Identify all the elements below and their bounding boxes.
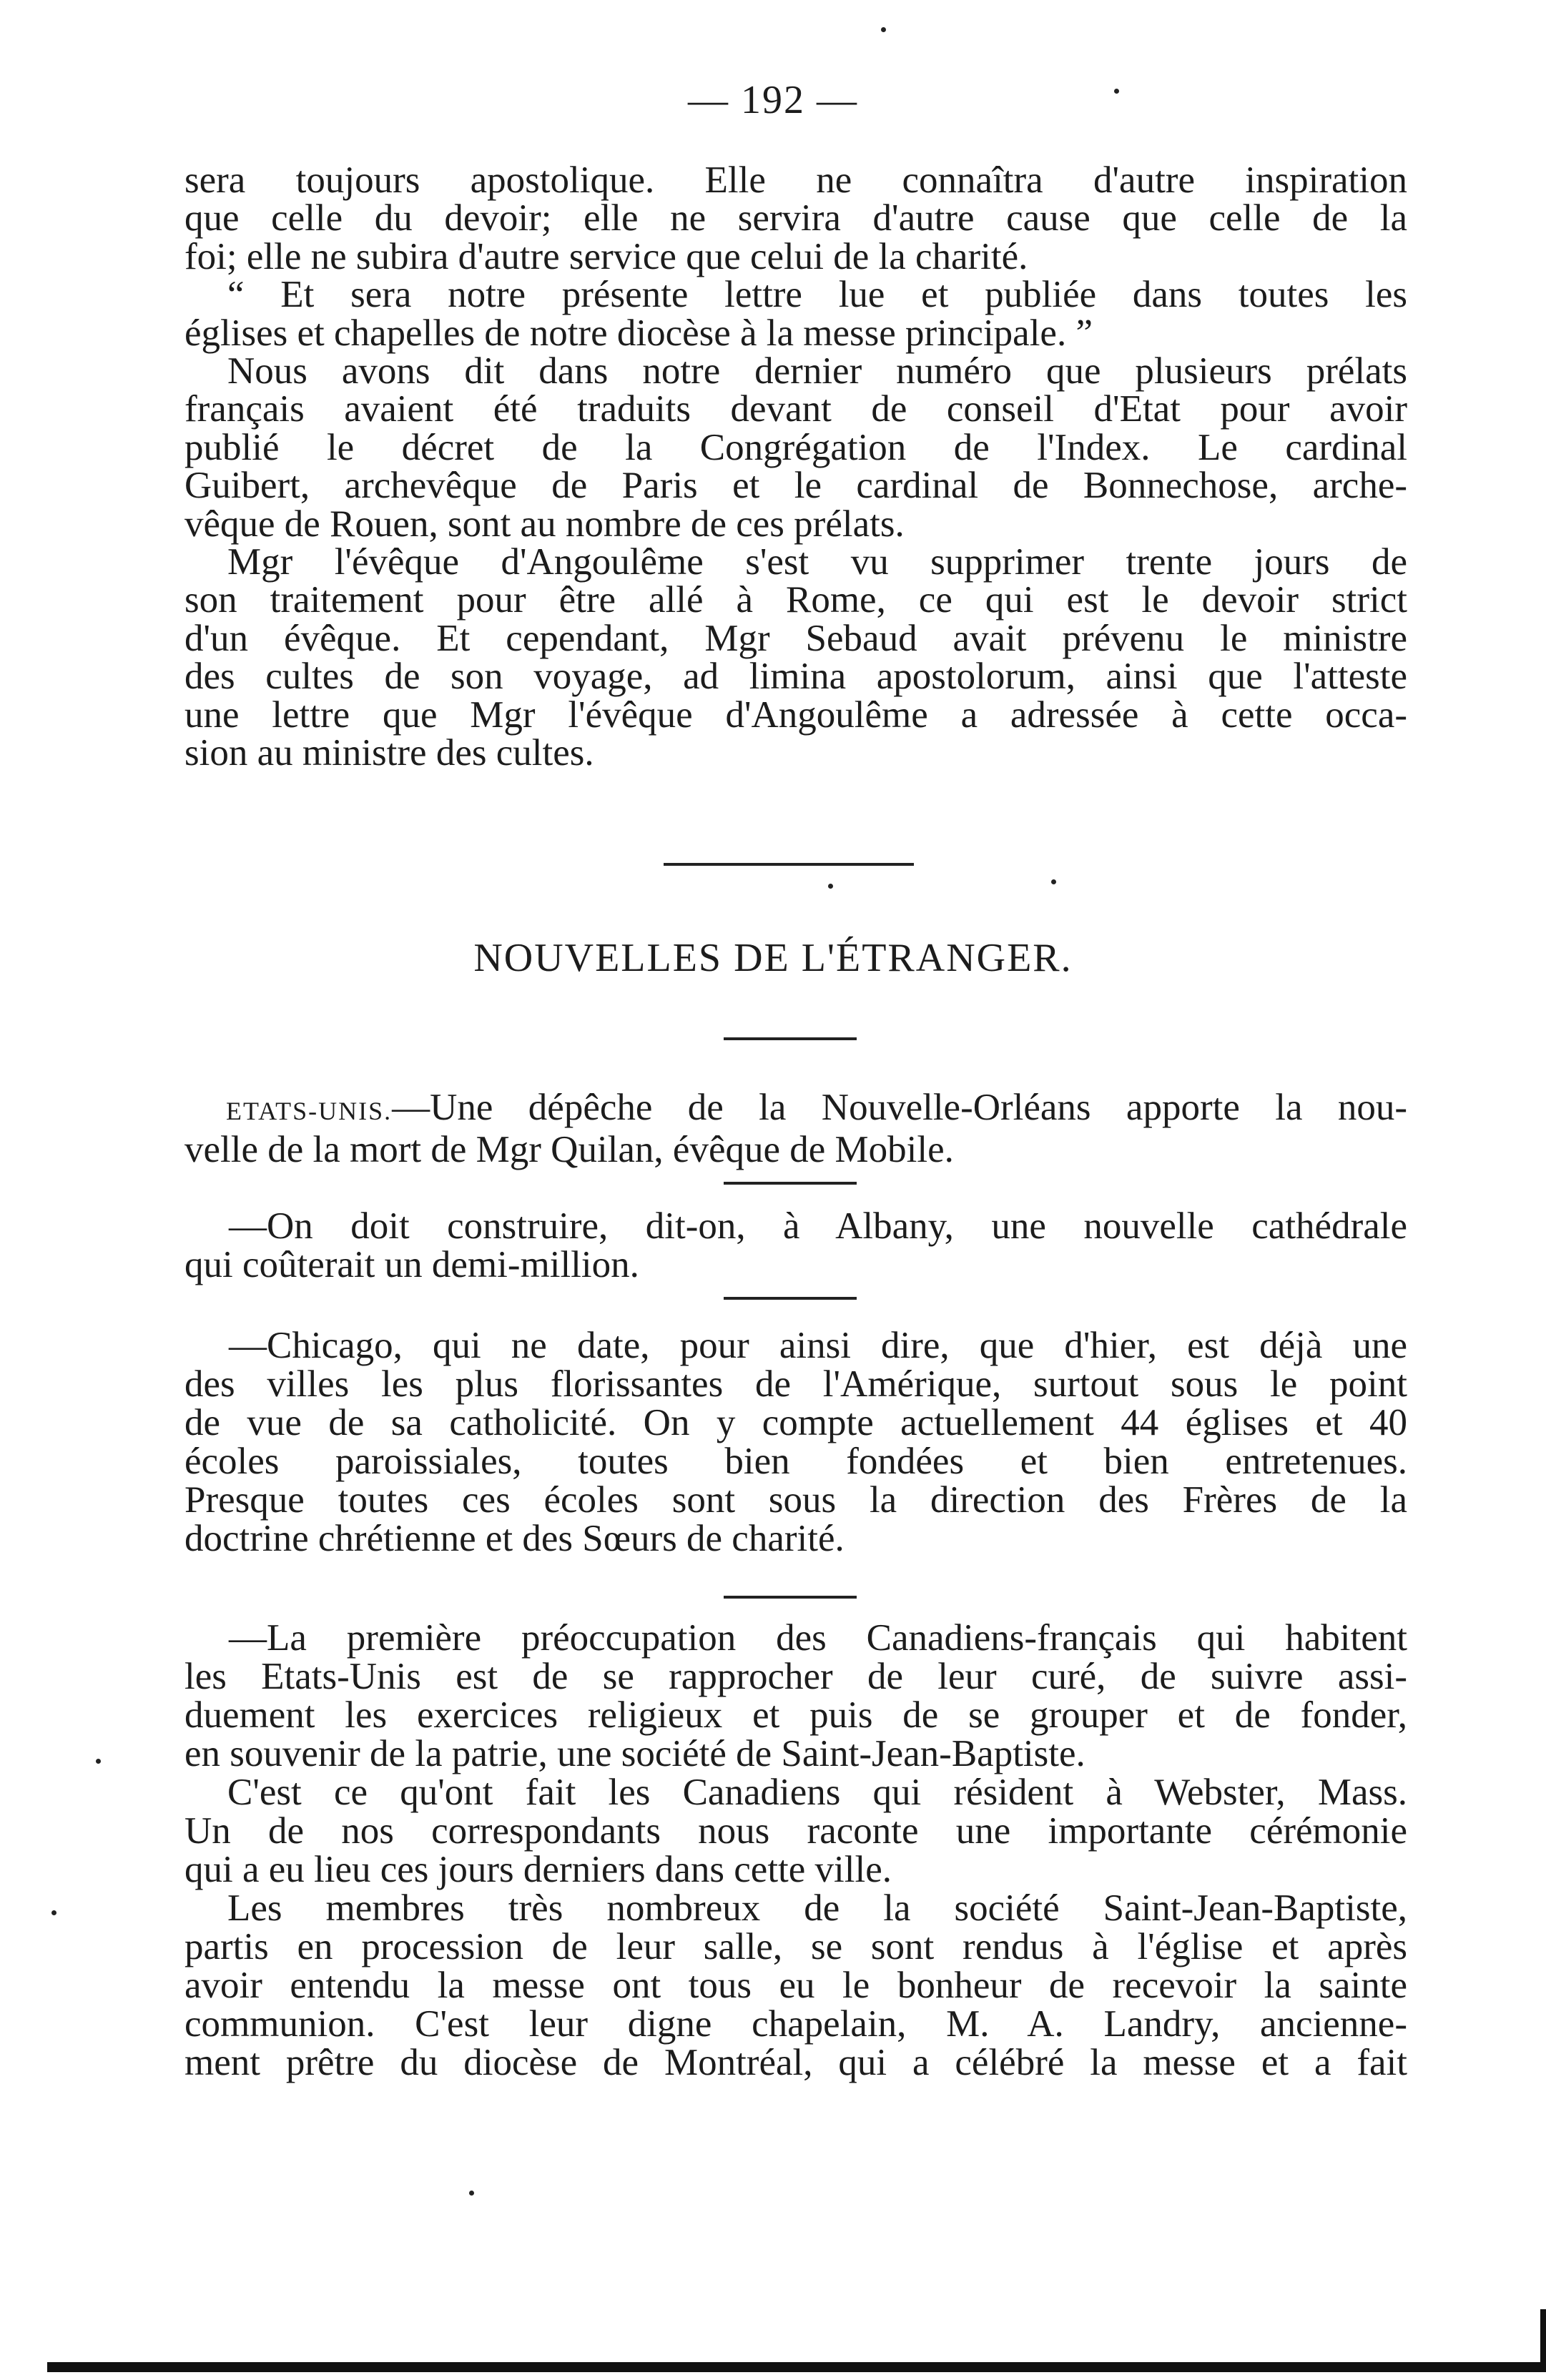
text-line: communion. C'est leur digne chapelain, M. A. Landry, ancienne- — [184, 2003, 1407, 2045]
scan-border-bottom — [47, 2362, 1546, 2372]
section-title: NOUVELLES DE L'ÉTRANGER. — [473, 936, 1073, 980]
text-line: Presque toutes ces écoles sont sous la direction des Frères de la — [184, 1479, 1407, 1521]
text-line: une lettre que Mgr l'évêque d'Angoulême a adressée à cette occa- — [184, 693, 1407, 736]
decorative-dot — [828, 884, 833, 889]
text-line: Nous avons dit dans notre dernier numéro que plusieurs prélats — [227, 350, 1407, 392]
news-item-1 — [184, 1088, 1407, 1169]
separator-rule — [724, 1037, 857, 1040]
text-line: de vue de sa catholicité. On y compte actuellement 44 églises et 40 — [184, 1402, 1407, 1443]
text-line: foi; elle ne subira d'autre service que celui de la charité. — [184, 235, 1028, 277]
news-item-4 — [184, 1619, 1407, 2082]
text-line: velle de la mort de Mgr Quilan, évêque de Mobile. — [184, 1129, 954, 1170]
text-line: “ Et sera notre présente lettre lue et publiée dans toutes les — [227, 274, 1407, 316]
text-line: —La première préoccupation des Canadiens-français qui habitent — [229, 1617, 1407, 1659]
text-line: en souvenir de la patrie, une société de Saint-Jean-Baptiste. — [184, 1733, 1085, 1774]
text-line: sion au ministre des cultes. — [184, 732, 594, 774]
text-line: vêque de Rouen, sont au nombre de ces prélats. — [184, 503, 905, 545]
margin-dot — [51, 1910, 56, 1915]
text-line: son traitement pour être allé à Rome, ce qui est le devoir strict — [184, 579, 1407, 621]
text-line: les Etats-Unis est de se rapprocher de leur curé, de suivre assi- — [184, 1656, 1407, 1697]
news-item-2 — [184, 1207, 1407, 1284]
text-line: des villes les plus florissantes de l'Amérique, surtout sous le point — [184, 1363, 1407, 1405]
separator-rule — [724, 1182, 857, 1185]
text-line: partis en procession de leur salle, se sont rendus à l'église et après — [184, 1926, 1407, 1967]
text-line: Un de nos correspondants nous raconte une importante cérémonie — [184, 1810, 1407, 1852]
text-line: ment prêtre du diocèse de Montréal, qui a célébré la messe et a fait — [184, 2042, 1407, 2083]
text-line: Les membres très nombreux de la société Saint-Jean-Baptiste, — [227, 1887, 1407, 1929]
text-line: publié le décret de la Congrégation de l'Index. Le cardinal — [184, 426, 1407, 468]
text-line: écoles paroissiales, toutes bien fondées et bien entretenues. — [184, 1441, 1407, 1482]
text-line: que celle du devoir; elle ne servira d'autre cause que celle de la — [184, 197, 1407, 240]
text-line — [184, 1088, 1407, 1130]
news-item-3 — [184, 1326, 1407, 1558]
text-line: qui coûterait un demi-million. — [184, 1244, 639, 1285]
margin-dot — [1114, 89, 1119, 94]
text-line: français avaient été traduits devant de conseil d'Etat pour avoir — [184, 388, 1407, 430]
text-line: doctrine chrétienne et des Sœurs de charité. — [184, 1518, 845, 1559]
text-line: duement les exercices religieux et puis de se grouper et de fonder, — [184, 1694, 1407, 1736]
scan-border-right — [1540, 2309, 1546, 2366]
text-line: d'un évêque. Et cependant, Mgr Sebaud avait prévenu le ministre — [184, 617, 1407, 659]
text-line: des cultes de son voyage, ad limina apostolorum, ainsi que l'atteste — [184, 656, 1407, 698]
decorative-dot — [1051, 879, 1056, 884]
text-line: Guibert, archevêque de Paris et le cardinal de Bonnechose, arche- — [184, 465, 1407, 507]
separator-rule — [724, 1297, 857, 1300]
text-line: Mgr l'évêque d'Angoulême s'est vu supprimer trente jours de — [227, 541, 1407, 583]
separator-rule — [724, 1596, 857, 1599]
continuation-text — [184, 159, 1407, 774]
text-line: C'est ce qu'ont fait les Canadiens qui résident à Webster, Mass. — [227, 1772, 1407, 1813]
margin-dot — [469, 2191, 474, 2196]
text-line: qui a eu lieu ces jours derniers dans cette ville. — [184, 1849, 892, 1890]
margin-dot — [96, 1759, 101, 1764]
margin-dot — [881, 27, 886, 32]
text-line: églises et chapelles de notre diocèse à la messe principale. ” — [184, 312, 1093, 354]
text-line: —On doit construire, dit-on, à Albany, une nouvelle cathédrale — [229, 1205, 1407, 1247]
separator-rule — [664, 863, 914, 866]
text-line: —Chicago, qui ne date, pour ainsi dire, que d'hier, est déjà une — [229, 1325, 1407, 1366]
etats-unis-label: ETATS-UNIS. — [226, 1097, 393, 1125]
news-text: —Une dépêche de la Nouvelle-Orléans apporte la nou- — [392, 1087, 1407, 1128]
text-line: avoir entendu la messe ont tous eu le bonheur de recevoir la sainte — [184, 1965, 1407, 2006]
page-number: — 192 — — [688, 78, 858, 122]
text-line: sera toujours apostolique. Elle ne connaîtra d'autre inspiration — [184, 159, 1407, 201]
